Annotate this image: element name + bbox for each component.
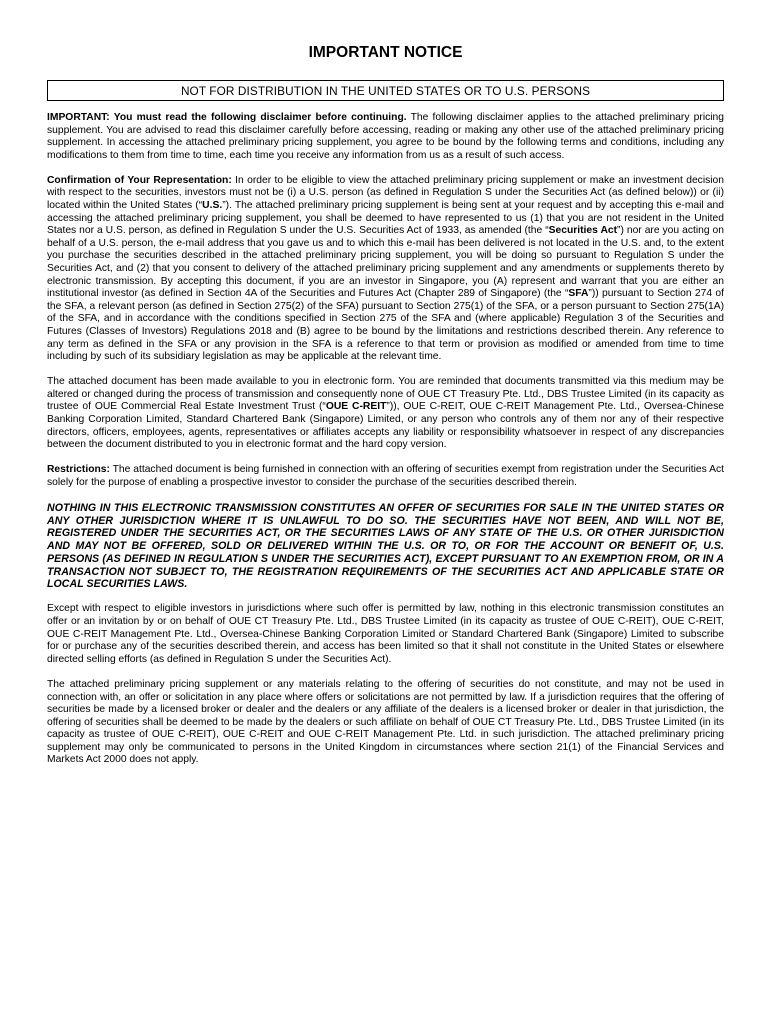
disclaimer-lead: IMPORTANT: You must read the following disclaimer before continuing. [47, 112, 407, 123]
distribution-banner: NOT FOR DISTRIBUTION IN THE UNITED STATES OR TO U.S. PERSONS [47, 80, 724, 101]
term-us: U.S. [202, 200, 223, 212]
representation-text-3: ”) nor are you acting on behalf of a U.S. person, the e-mail address that you gave us and to which this e-mail has been delivered is not located in the U.S. and, to the extent you purchase the securities described in the attached preliminary pricing supplement, you will be doing so pursuant to Regulation S under the Securities Act, and (2) that you consent to delivery of the attached preliminary pricing supplement and any amendments or supplements thereto by electronic transmission. By accepting this document, if you are an investor in Singapore, you (A) represent and warrant that you are either an institutional investor (as defined in Section 4A of the Securities and Futures Act (Chapter 289 of Singapore) (the “ [47, 225, 724, 300]
page-title: IMPORTANT NOTICE [308, 44, 463, 61]
notice-page [47, 44, 724, 780]
restrictions-lead: Restrictions: [47, 464, 110, 476]
representation-text-4: ”)) pursuant to Section 274 of the SFA, a relevant person (as defined in Section 275(2) of the SFA) pursuant to Section 275(1) of the SFA, or a person pursuant to Section 275(1A) of the SFA, and in accordance with the conditions specified in Section 275 of the SFA and (where applicable) Regulation 3 of the Securities and Futures (Classes of Investors) Regulations 2018 and (B) agree to be bound by the limitations and restrictions described therein. Any reference to any term as defined in the SFA or any provision in the SFA is a reference to that term or provision as modified or amended from time to time including by such of its subsidiary legislation as may be applicable at the relevant time. [47, 288, 724, 363]
term-oue-creit: OUE C-REIT [325, 401, 387, 413]
solicitation-paragraph: The attached preliminary pricing supplement or any materials relating to the offering of securities do not constitute, and may not be used in connection with, an offer or solicitation in any place where offers or solicitations are not permitted by law. If a jurisdiction requires that the offering of securities be made by a licensed broker or dealer and the dealers or any affiliate of the dealers is a licensed broker or dealer in that jurisdiction, the offering of securities shall be deemed to be made by the dealers or such affiliate on behalf of OUE CT Treasury Pte. Ltd., DBS Trustee Limited (in its capacity as trustee of OUE C-REIT), OUE C-REIT and OUE C-REIT Management Pte. Ltd. in such jurisdiction. The attached preliminary pricing supplement may only be communicated to persons in the United Kingdom in circumstances where section 21(1) of the Financial Services and Markets Act 2000 does not apply. [47, 678, 724, 766]
representation-text-2: ”). The attached preliminary pricing supplement is being sent at your request and by accepting this e-mail and accessing the attached preliminary pricing supplement, you shall be deemed to have represented to us (1) that you are not resident in the United States nor a U.S. person, as defined in Regulation S under the U.S. Securities Act of 1933, as amended (the “ [47, 200, 724, 237]
electronic-form-text-2: ”)), OUE C-REIT, OUE C-REIT Management Pte. Ltd., Oversea-Chinese Banking Corporation Limited, Standard Chartered Bank (Singapore) Limited, or any person who controls any of them nor any of their respective directors, officers, employees, agents, representatives or affiliates accepts any liability or responsibility whatsoever in respect of any discrepancies between the document distributed to you in electronic format and the hard copy version. [47, 401, 724, 451]
offer-warning-paragraph: NOTHING IN THIS ELECTRONIC TRANSMISSION CONSTITUTES AN OFFER OF SECURITIES FOR SALE IN THE UNITED STATES OR ANY OTHER JURISDICTION WHERE IT IS UNLAWFUL TO DO SO. THE SECURITIES HAVE NOT BEEN, AND WILL NOT BE, REGISTERED UNDER THE SECURITIES ACT, OR THE SECURITIES LAWS OF ANY STATE OF THE U.S. OR OTHER JURISDICTION AND MAY NOT BE OFFERED, SOLD OR DELIVERED WITHIN THE U.S. OR TO, OR FOR THE ACCOUNT OR BENEFIT OF, U.S. PERSONS (AS DEFINED IN REGULATION S UNDER THE SECURITIES ACT), EXCEPT PURSUANT TO AN EXEMPTION FROM, OR IN A TRANSACTION NOT SUBJECT TO, THE REGISTRATION REQUIREMENTS OF THE SECURITIES ACT AND APPLICABLE STATE OR LOCAL SECURITIES LAWS. [47, 502, 724, 591]
term-securities-act: Securities Act [548, 225, 618, 237]
electronic-form-paragraph [47, 376, 724, 452]
representation-paragraph [47, 175, 724, 364]
restrictions-paragraph [47, 464, 724, 489]
eligible-investors-paragraph: Except with respect to eligible investors in jurisdictions where such offer is permitted by law, nothing in this electronic transmission constitutes an offer or an invitation by or on behalf of OUE CT Treasury Pte. Ltd., DBS Trustee Limited (in its capacity as trustee of OUE C-REIT), OUE C-REIT, OUE C-REIT Management Pte. Ltd., Oversea-Chinese Banking Corporation Limited or Standard Chartered Bank (Singapore) Limited to subscribe for or purchase any of the securities described therein, and access has been limited so that it shall not constitute in the United States or elsewhere directed selling efforts (as defined in Regulation S under the Securities Act). [47, 603, 724, 665]
disclaimer-text: The following disclaimer applies to the attached preliminary pricing supplement. You are advised to read this disclaimer carefully before accessing, reading or making any other use of the attached preliminary pricing supplement. In accessing the attached preliminary pricing supplement, you agree to be bound by the following terms and conditions, including any modifications to them from time to time, each time you receive any information from us as a result of such access. [47, 112, 724, 161]
restrictions-text: The attached document is being furnished in connection with an offering of securities exempt from registration under the Securities Act solely for the purpose of enabling a prospective investor to consider the purchase of the securities described therein. [47, 464, 724, 488]
disclaimer-paragraph [47, 112, 724, 162]
representation-text-1: In order to be eligible to view the attached preliminary pricing supplement or make an investment decision with respect to the securities, investors must not be (i) a U.S. person (as defined in Regulation S under the Securities Act (as defined below)) or (ii) located within the United States (“ [47, 174, 724, 212]
representation-lead: Confirmation of Your Representation: [47, 174, 232, 186]
electronic-form-text-1: The attached document has been made available to you in electronic form. You are reminded that documents transmitted via this medium may be altered or changed during the process of transmission and consequently none of OUE CT Treasury Pte. Ltd., DBS Trustee Limited (in its capacity as trustee of OUE Commercial Real Estate Investment Trust (“ [47, 376, 724, 413]
term-sfa: SFA [568, 288, 589, 300]
